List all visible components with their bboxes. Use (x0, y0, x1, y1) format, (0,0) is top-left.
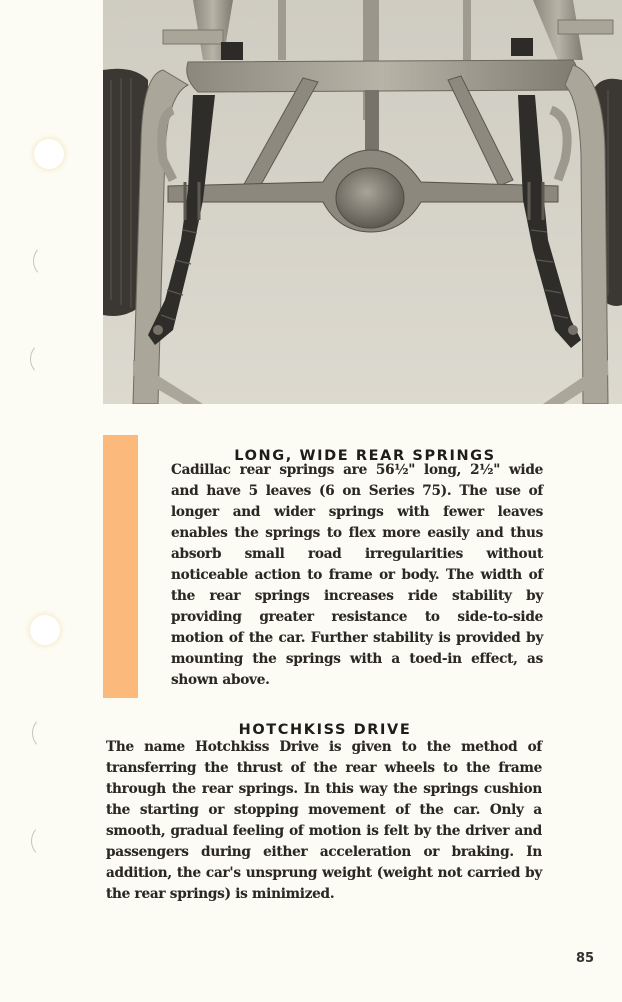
punch-hole-icon (30, 615, 60, 645)
punch-hole-outline-icon (31, 825, 59, 857)
punch-hole-outline-icon (33, 245, 61, 277)
section-body-hotchkiss-drive: The name Hotchkiss Drive is given to the method of transferring the thrust of the rear wheels to the frame through the rear springs. In this way the springs cushion the starting or stopping movement of the car. Only a smooth, gradual feeling of motion is felt by the driver and passengers during either acceleration or braking. In addition, the car's unsprung weight (weight not carried by the rear springs) is minimized. (106, 739, 542, 902)
punch-hole-outline-icon (32, 717, 60, 749)
chassis-photo (103, 0, 622, 404)
section-body-rear-springs: Cadillac rear springs are 56½" long, 2½" wide and have 5 leaves (6 on Series 75). The use of longer and wider springs with fewer leaves enables the springs to flex more easily and thus absorb small road irregularities without noticeable action to frame or body. The width of the rear springs increases ride stability by providing greater resistance to side-to-side motion of the car. Further stability is provided by mounting the springs with a toed-in effect, as shown above. (171, 462, 543, 688)
punch-hole-icon (34, 139, 64, 169)
punch-hole-outline-icon (30, 343, 58, 375)
section-heading-hotchkiss-drive: HOTCHKISS DRIVE (238, 722, 412, 739)
accent-bar (103, 435, 138, 698)
page-number: 85 (576, 951, 595, 966)
section-heading-rear-springs: LONG, WIDE REAR SPRINGS (234, 448, 496, 465)
